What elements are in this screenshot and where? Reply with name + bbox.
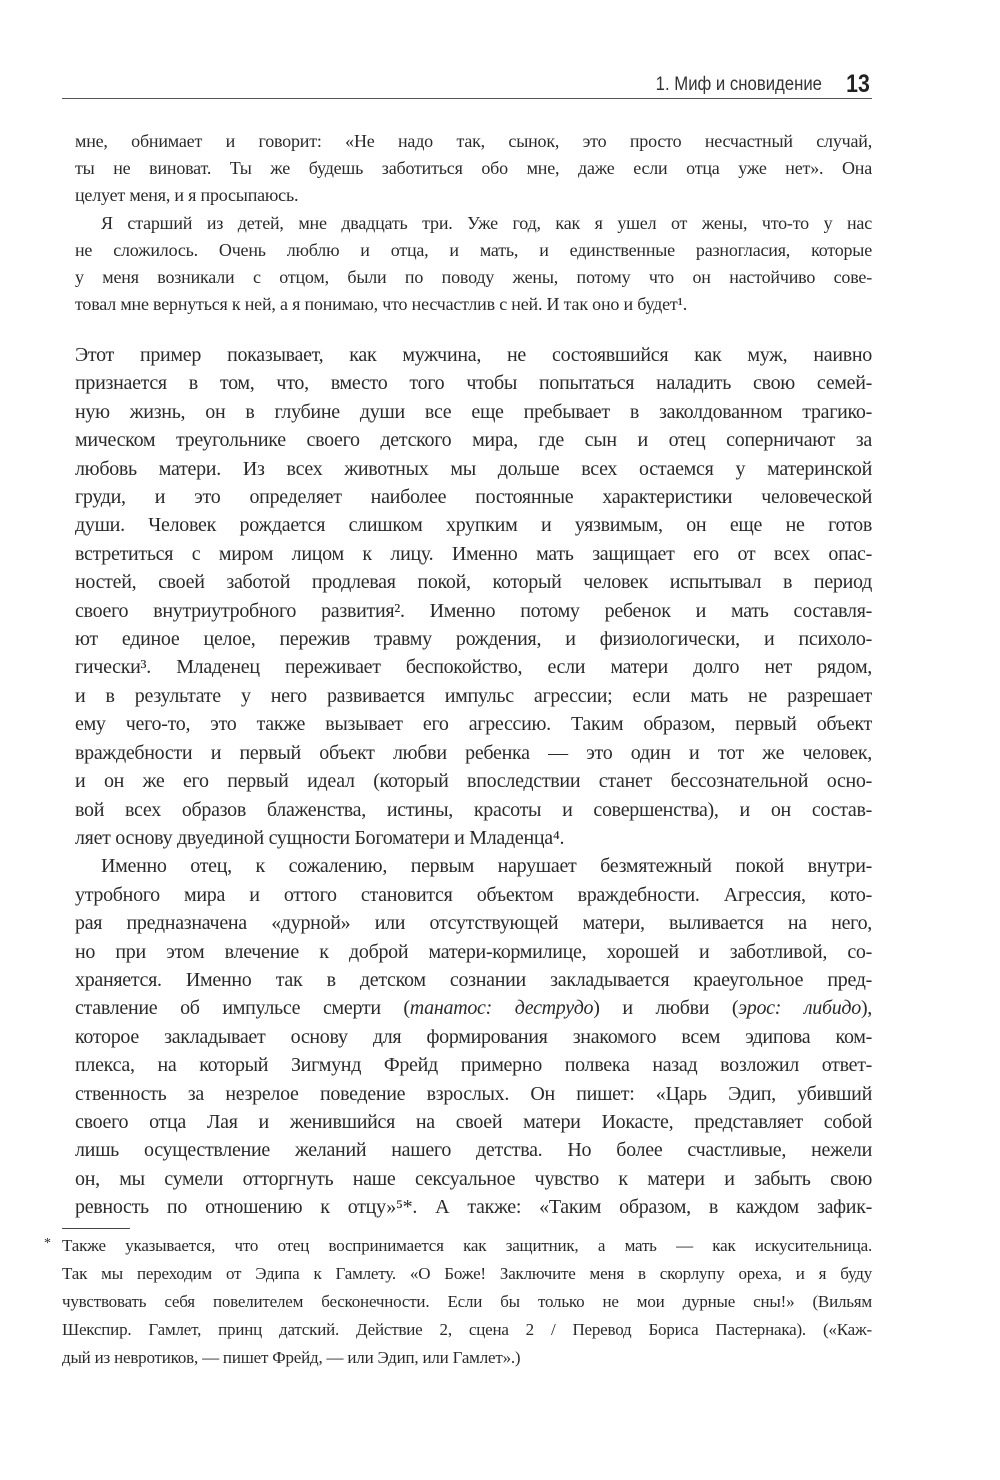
text-line: Именно отец, к сожалению, первым нарушает безмятежный покой внутри-	[101, 855, 872, 878]
text-line: признается в том, что, вместо того чтобы попытаться наладить свою семей-	[75, 372, 872, 395]
text-line: но при этом влечение к доброй матери-кормилице, хорошей и заботливой, со-	[75, 940, 872, 963]
text-line: и он же его первый идеал (который впоследствии станет бессознательной осно-	[75, 770, 872, 793]
text-line: рая предназначена «дурной» или отсутствующей матери, выливается на него,	[75, 912, 872, 935]
text-line: у меня возникали с отцом, были по поводу жены, потому что он настойчиво сове-	[75, 267, 872, 288]
footnote-marker: *	[44, 1236, 51, 1251]
text-line: храняется. Именно так в детском сознании закладывается краеугольное пред-	[75, 968, 872, 991]
text-line: Этот пример показывает, как мужчина, не состоявшийся как муж, наивно	[75, 344, 872, 366]
text-line: ют единое целое, пережив травму рождения, и физиологически, и психоло-	[75, 628, 872, 651]
text-line: ственность за незрелое поведение взрослых. Он пишет: «Царь Эдип, убивший	[75, 1082, 872, 1105]
text-line: мне, обнимает и говорит: «Не надо так, сынок, это просто несчастный случай,	[75, 131, 872, 151]
text-line: он, мы сумели отторгнуть наше сексуальное чувство к матери и забыть свою	[75, 1167, 872, 1190]
italic-term: эрос: либидо	[738, 997, 861, 1020]
text-line: целует меня, и я просыпаюсь.	[75, 185, 299, 206]
text-line: чувствовать себя повелителем бесконечности. Если бы только не мои дурные сны!» (Вильям	[62, 1292, 872, 1311]
text-line: ты не виноват. Ты же будешь заботиться обо мне, даже если отца уже нет». Она	[75, 158, 872, 179]
footnote-separator	[62, 1228, 130, 1229]
text-line: Шекспир. Гамлет, принц датский. Действие 2, сцена 2 / Перевод Бориса Пастернака). («Каж-	[62, 1320, 872, 1339]
footnote	[62, 1232, 872, 1372]
text-line: ностей, своей заботой продлевая покой, который человек испытывал в период	[75, 571, 872, 594]
text-line: Я старший из детей, мне двадцать три. Уже год, как я ушел от жены, что-то у нас	[101, 212, 872, 233]
main-text	[75, 341, 872, 1222]
text-line: ему чего-то, это также вызывает его агрессию. Таким образом, первый объект	[75, 713, 872, 736]
text-line: вой всех образов блаженства, истины, красоты и совершенства), и он состав-	[75, 798, 872, 821]
text-line: любовь матери. Из всех животных мы дольше всех остаемся у материнской	[75, 457, 872, 480]
dream-quote-block	[75, 128, 872, 318]
text-line: и в результате у него развивается импульс агрессии; если мать не разрешает	[75, 684, 872, 707]
text-line: груди, и это определяет наиболее постоянные характеристики человеческой	[75, 486, 872, 509]
text-line: мическом треугольнике своего детского мира, где сын и отец соперничают за	[75, 429, 872, 452]
text-line: враждебности и первый объект любви ребенка — это один и тот же человек,	[75, 741, 872, 764]
text-line	[75, 994, 872, 1022]
text-line: не сложилось. Очень люблю и отца, и мать, и единственные разногласия, которые	[75, 239, 872, 260]
text-run: ),	[860, 997, 872, 1020]
text-line: лишь осуществление желаний нашего детства. Но более счастливые, нежели	[75, 1139, 872, 1162]
text-line: ную жизнь, он в глубине души все еще пребывает в заколдованном трагико-	[75, 400, 872, 423]
text-line: утробного мира и оттого становится объектом враждебности. Агрессия, кото-	[75, 883, 872, 906]
italic-term: танатос: деструдо	[409, 997, 594, 1020]
text-line: дый из невротиков, — пишет Фрейд, — или Эдип, или Гамлет».)	[62, 1348, 521, 1367]
text-line: души. Человек рождается слишком хрупким и уязвимым, он еще не готов	[75, 514, 872, 537]
page-number: 13	[846, 70, 870, 98]
running-head	[62, 72, 872, 99]
text-line: товал мне вернуться к ней, а я понимаю, что несчастлив с ней. И так оно и будет¹.	[75, 294, 688, 315]
text-line: ляет основу двуединой сущности Богоматери и Младенца⁴.	[75, 826, 565, 849]
text-line: встретиться с миром лицом к лицу. Именно мать защищает его от всех опас-	[75, 542, 872, 565]
text-line: своего внутриутробного развития². Именно потому ребенок и мать составля-	[75, 599, 872, 622]
text-run: ставление об импульсе смерти (	[75, 997, 410, 1020]
chapter-title: 1. Миф и сновидение	[655, 74, 822, 95]
text-line: которое закладывает основу для формирования знакомого всем эдипова ком-	[75, 1025, 872, 1048]
text-line: Так мы переходим от Эдипа к Гамлету. «О Боже! Заключите меня в скорлупу ореха, и я буду	[62, 1264, 872, 1283]
text-line: гически³. Младенец переживает беспокойство, если матери долго нет рядом,	[75, 656, 872, 679]
text-line: Также указывается, что отец воспринимается как защитник, а мать — как искусительница.	[62, 1236, 872, 1255]
text-line: ревность по отношению к отцу»⁵*. А также: «Таким образом, в каждом зафик-	[75, 1196, 872, 1219]
text-line: плекса, на который Зигмунд Фрейд примерно полвека назад возложил ответ-	[75, 1054, 872, 1077]
text-run: ) и любви (	[593, 997, 739, 1020]
text-line: своего отца Лая и женившийся на своей матери Иокасте, представляет собой	[75, 1110, 872, 1133]
